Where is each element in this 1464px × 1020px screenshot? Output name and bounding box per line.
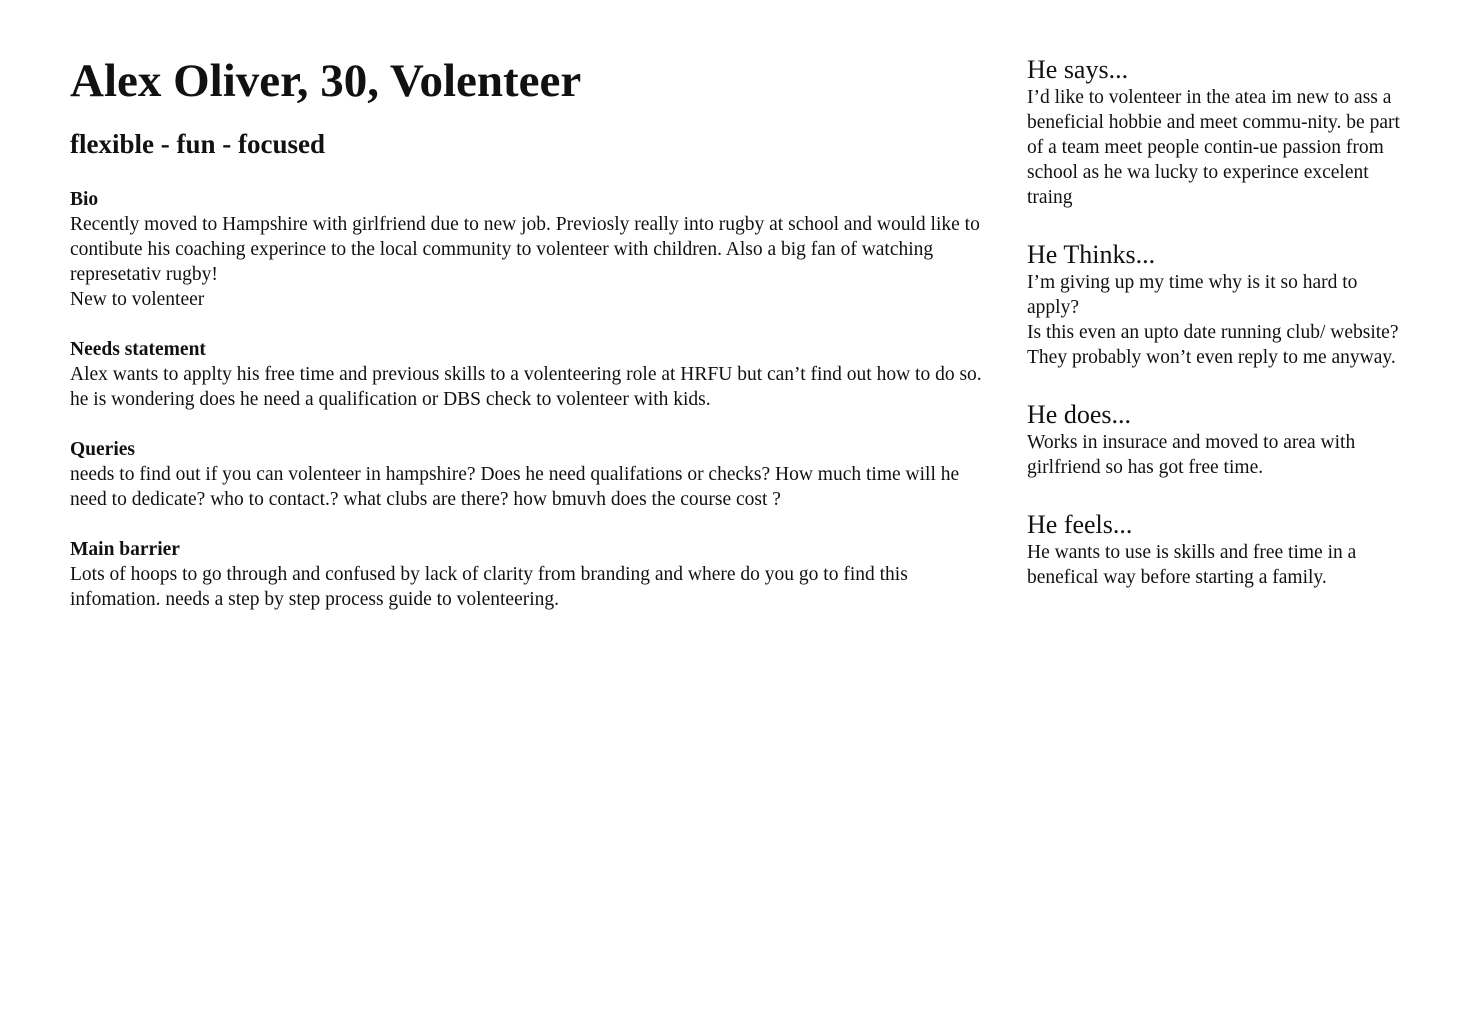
he-does-section bbox=[1027, 400, 1407, 480]
he-says-heading: He says... bbox=[1027, 55, 1129, 84]
main-barrier-heading: Main barrier bbox=[70, 539, 180, 560]
persona-main-column bbox=[70, 48, 995, 612]
he-does-text: Works in insurace and moved to area with girlfriend so has got free time. bbox=[1027, 432, 1356, 478]
he-says-section bbox=[1027, 55, 1407, 210]
he-thinks-heading: He Thinks... bbox=[1027, 240, 1156, 269]
he-does-heading: He does... bbox=[1027, 400, 1131, 429]
he-says-text: I’d like to volenteer in the atea im new to ass a beneficial hobbie and meet commu-nity. be part of a team meet people contin-ue passion from school as he wa lucky to experince excelent traing bbox=[1027, 87, 1400, 208]
needs-statement-section bbox=[70, 337, 995, 412]
needs-statement-text: Alex wants to applty his free time and previous skills to a volenteering role at HRFU but can’t find out how to do so. he is wondering does he need a qualification or DBS check to volenteer with kids. bbox=[70, 364, 982, 410]
he-thinks-text: I’m giving up my time why is it so hard to apply? Is this even an upto date running club/ website? They probably won’t even reply to me anyway. bbox=[1027, 272, 1399, 368]
he-feels-heading: He feels... bbox=[1027, 510, 1133, 539]
queries-section bbox=[70, 437, 995, 512]
main-barrier-section bbox=[70, 537, 995, 612]
main-barrier-text: Lots of hoops to go through and confused by lack of clarity from branding and where do you go to find this infomation. needs a step by step process guide to volenteering. bbox=[70, 564, 908, 610]
he-thinks-section bbox=[1027, 240, 1407, 370]
persona-tagline: flexible - fun - focused bbox=[70, 129, 325, 159]
queries-text: needs to find out if you can volenteer in hampshire? Does he need qualifations or checks? How much time will he need to dedicate? who to contact.? what clubs are there? how bmuvh does the course cost ? bbox=[70, 464, 960, 510]
persona-sidebar bbox=[1027, 55, 1407, 590]
queries-heading: Queries bbox=[70, 439, 135, 460]
he-feels-text: He wants to use is skills and free time in a benefical way before starting a family. bbox=[1027, 542, 1357, 588]
he-feels-section bbox=[1027, 510, 1407, 590]
bio-text: Recently moved to Hampshire with girlfriend due to new job. Previosly really into rugby at school and would like to contibute his coaching experince to the local community to volenteer with children. Also a big fan of watching represetativ rugby! New to volenteer bbox=[70, 214, 980, 310]
bio-heading: Bio bbox=[70, 189, 99, 210]
needs-statement-heading: Needs statement bbox=[70, 339, 206, 360]
persona-title: Alex Oliver, 30, Volenteer bbox=[70, 55, 582, 107]
bio-section bbox=[70, 187, 995, 312]
